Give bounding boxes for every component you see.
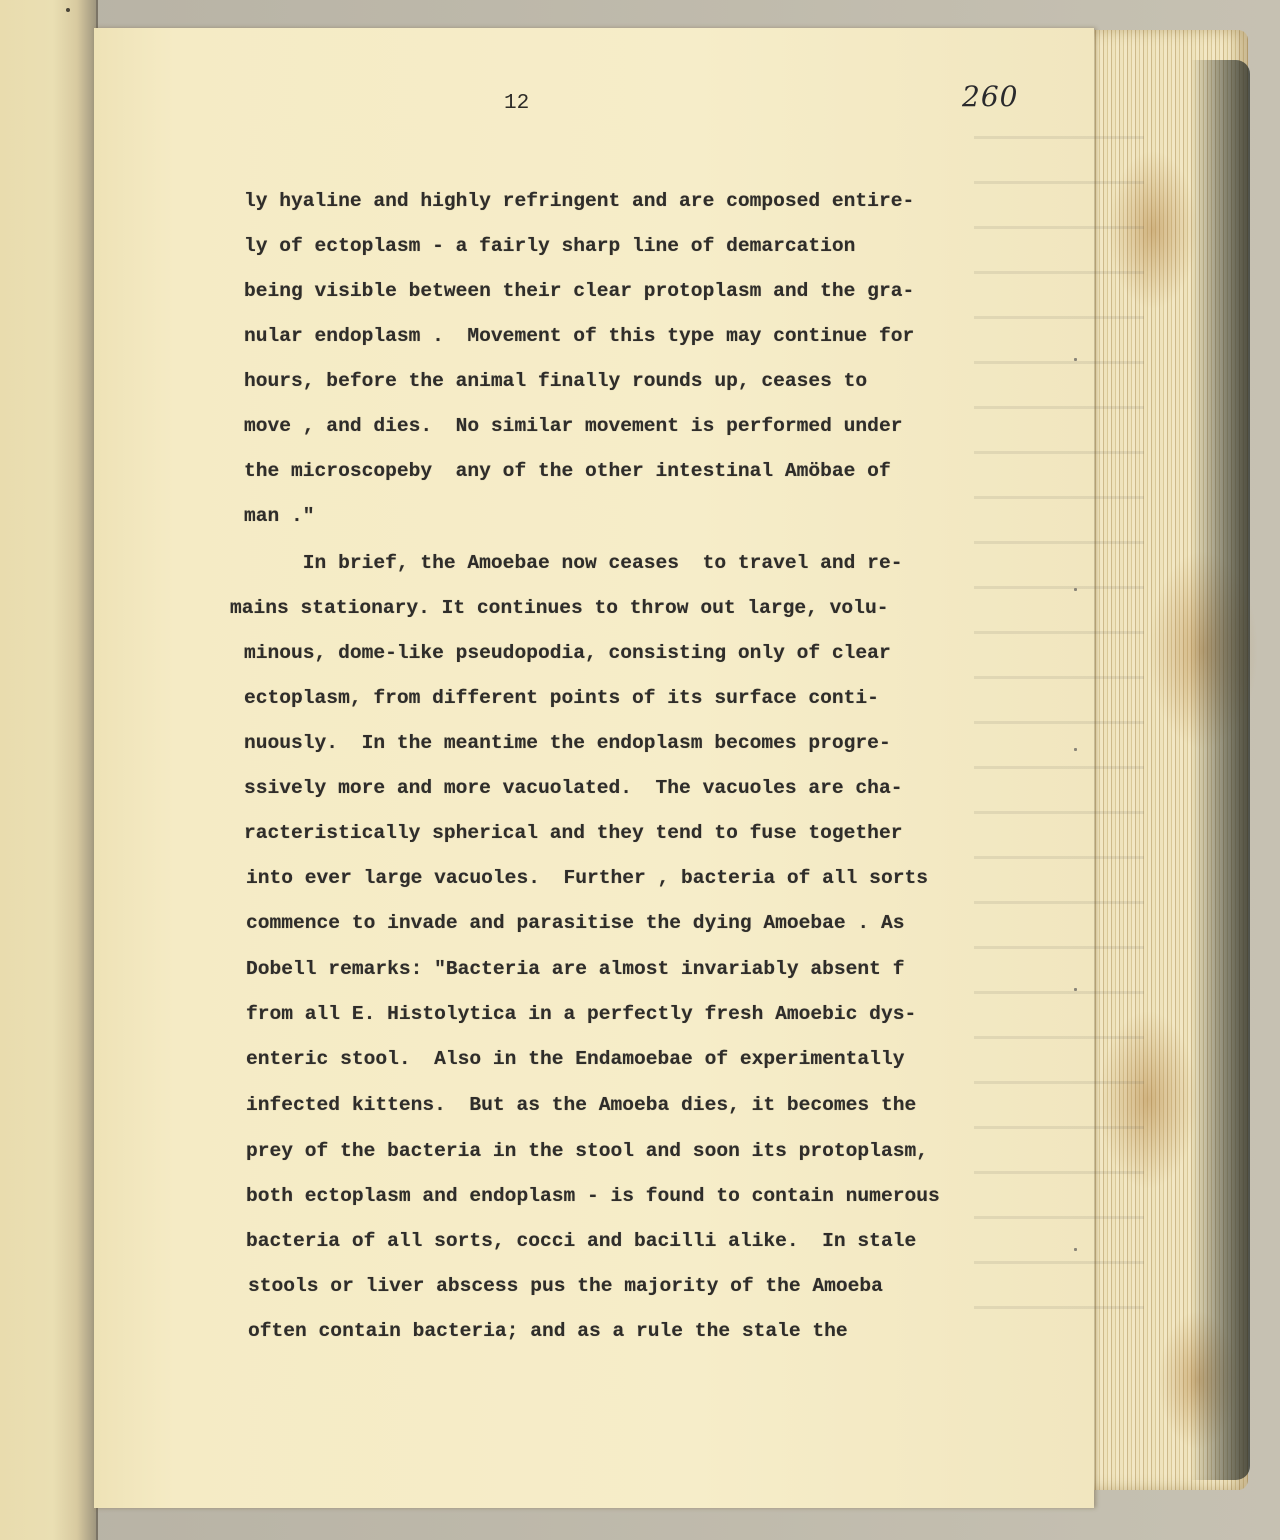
facing-page-edge [0, 0, 98, 1540]
text-line: minous, dome-like pseudopodia, consisting only of clear [244, 642, 891, 664]
text-line: mains stationary. It continues to throw out large, volu- [230, 597, 889, 619]
text-line: both ectoplasm and endoplasm - is found to contain numerous [246, 1185, 940, 1207]
text-line: move , and dies. No similar movement is performed under [244, 415, 903, 437]
page-number: 12 [504, 92, 530, 115]
text-line: Dobell remarks: "Bacteria are almost invariably absent f [246, 958, 905, 980]
text-line: man ." [244, 505, 315, 527]
book-cover-edge [1190, 60, 1250, 1480]
text-line: commence to invade and parasitise the dying Amoebae . As [246, 912, 905, 934]
text-line: ly hyaline and highly refringent and are composed entire- [244, 190, 915, 212]
typescript-page [94, 28, 1094, 1508]
text-line: ectoplasm, from different points of its surface conti- [244, 687, 879, 709]
text-line: into ever large vacuoles. Further , bacteria of all sorts [246, 867, 928, 889]
text-line: ssively more and more vacuolated. The vacuoles are cha- [244, 777, 903, 799]
text-line: the microscopeby any of the other intestinal Amöbae of [244, 460, 891, 482]
text-line: infected kittens. But as the Amoeba dies, it becomes the [246, 1094, 917, 1116]
text-line: bacteria of all sorts, cocci and bacilli alike. In stale [246, 1230, 917, 1252]
text-line: nuously. In the meantime the endoplasm becomes progre- [244, 732, 891, 754]
text-line: prey of the bacteria in the stool and soon its protoplasm, [246, 1140, 928, 1162]
text-line: enteric stool. Also in the Endamoebae of experimentally [246, 1048, 905, 1070]
text-line: racteristically spherical and they tend to fuse together [244, 822, 903, 844]
text-line: often contain bacteria; and as a rule the stale the [248, 1320, 848, 1342]
text-line: hours, before the animal finally rounds up, ceases to [244, 370, 868, 392]
text-line: from all E. Histolytica in a perfectly fresh Amoebic dys- [246, 1003, 917, 1025]
text-line: In brief, the Amoebae now ceases to travel and re- [244, 552, 903, 574]
text-line: nular endoplasm . Movement of this type may continue for [244, 325, 915, 347]
text-line: being visible between their clear protoplasm and the gra- [244, 280, 915, 302]
text-line: ly of ectoplasm - a fairly sharp line of demarcation [244, 235, 856, 257]
handwritten-folio-number: 260 [962, 80, 1019, 113]
ink-speck [66, 8, 70, 12]
text-line: stools or liver abscess pus the majority of the Amoeba [248, 1275, 883, 1297]
show-through-text [974, 108, 1144, 1328]
